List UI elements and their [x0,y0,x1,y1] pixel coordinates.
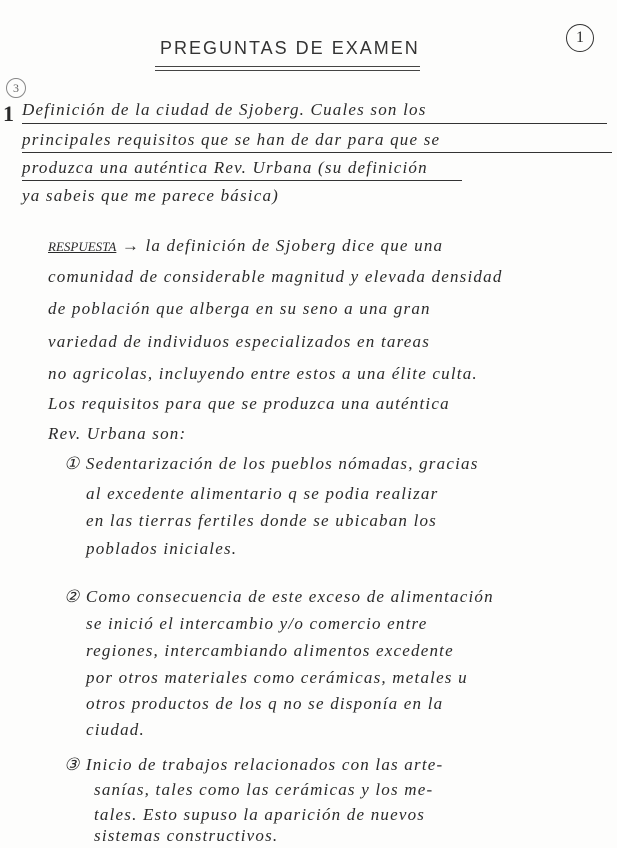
answer-line: Los requisitos para que se produzca una auténtica [48,394,450,413]
answer-line: variedad de individuos especializados en tareas [48,332,431,351]
item-line: ciudad. [86,720,145,739]
item-line: se inició el intercambio y/o comercio entre [86,614,428,633]
underline [22,180,462,181]
question-line: ya sabeis que me parece básica) [22,186,280,205]
item-line: sanías, tales como las cerámicas y los me- [94,780,434,799]
item-line: por otros materiales como cerámicas, metales u [86,668,468,687]
item-line: poblados iniciales. [86,539,238,558]
page-title: PREGUNTAS DE EXAMEN [160,38,420,58]
answer-line: → la definición de Sjoberg dice que una [121,236,444,255]
item-line: en las tierras fertiles donde se ubicaban los [86,511,438,530]
question-number: 1 [3,101,14,126]
underline [22,123,607,124]
question-line: produzca una auténtica Rev. Urbana (su definición [22,158,428,177]
item-line: tales. Esto supuso la aparición de nuevos [94,805,426,824]
answer-line: Rev. Urbana son: [48,424,187,443]
item-line: Inicio de trabajos relacionados con las arte- [85,755,444,774]
item-line: otros productos de los q no se disponía en la [86,694,444,713]
underline [22,152,612,153]
answer-line: no agricolas, incluyendo entre estos a una élite culta. [48,364,478,383]
question-line: Definición de la ciudad de Sjoberg. Cuales son los [22,100,427,119]
item-number: ② [64,587,81,606]
title-underline [155,66,420,71]
item-line: sistemas constructivos. [94,826,279,845]
item-number: ③ [64,755,81,774]
item-line: al excedente alimentario q se podia realizar [86,484,439,503]
page-number: 1 [566,24,594,52]
answer-label: RESPUESTA [48,239,117,254]
item-line: regiones, intercambiando alimentos excedente [86,641,454,660]
item-number: ① [64,454,81,473]
answer-line: comunidad de considerable magnitud y elevada densidad [48,267,503,286]
question-group-mark: 3 [6,78,26,98]
answer-line: de población que alberga en su seno a una gran [48,299,431,318]
question-line: principales requisitos que se han de dar para que se [22,130,441,149]
item-line: Como consecuencia de este exceso de alimentación [85,587,494,606]
item-line: Sedentarización de los pueblos nómadas, gracias [85,454,479,473]
